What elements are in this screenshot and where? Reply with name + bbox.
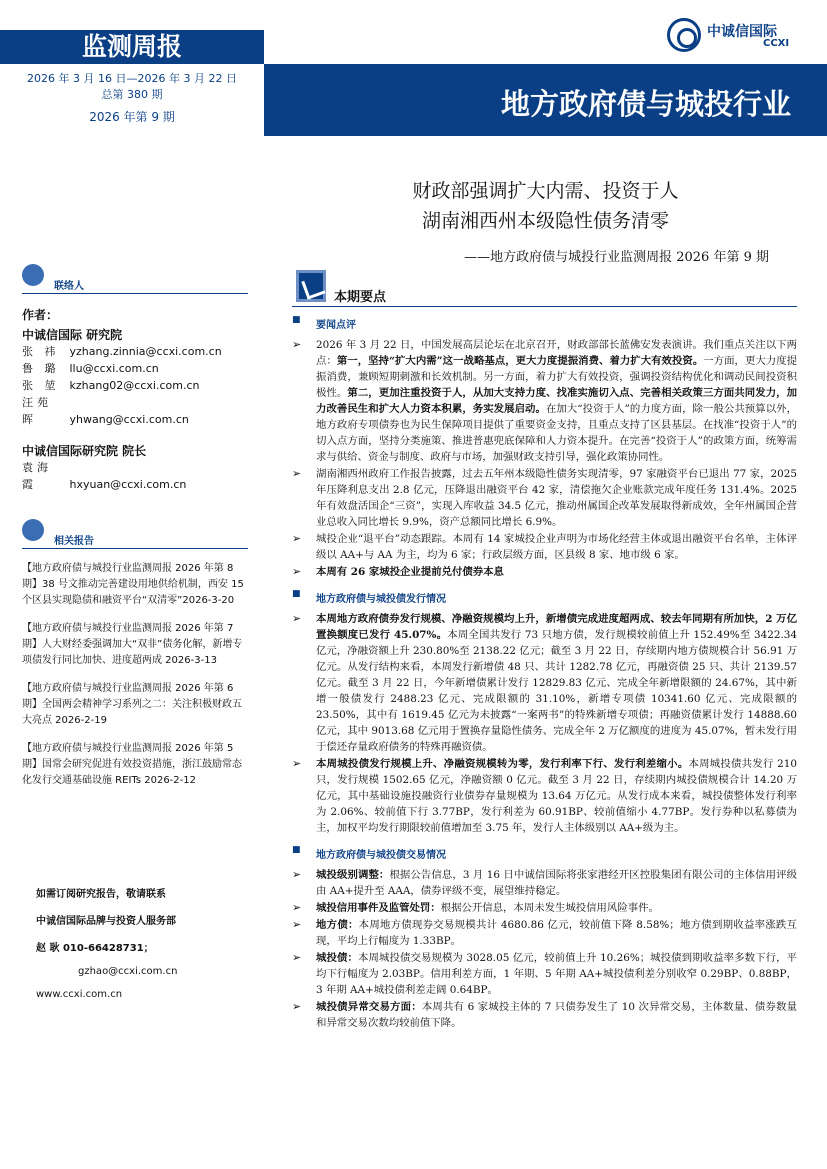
contact-label: 联络人 [54,281,84,292]
author-row: 张 祎 yzhang.zinnia@ccxi.com.cn [22,345,222,358]
related-label: 相关报告 [54,536,94,547]
author-row: 鲁 璐 llu@ccxi.com.cn [22,362,159,375]
ccxi-logo-icon [667,18,701,52]
contact-line: 如需订阅研究报告，敬请联系 [36,889,166,900]
issue-number: 2026 年第 9 期 [89,110,175,124]
headline-subline: ——地方政府债与城投行业监测周报 2026 年第 9 期 [464,250,769,265]
subscription-contact [36,885,177,1012]
person-icon [22,264,44,286]
bullet-item: ➢ 地方债：本周地方债现券交易规模共计 4680.86 亿元，较前值下降 8.58%；地方债到期收益率涨跌互现，平均上行幅度为 1.33BP。 [292,917,797,949]
bullet-item: ➢ 2026 年 3 月 22 日，中国发展高层论坛在北京召开，财政部部长蓝佛安发表演讲。我们重点关注以下两点：第一，坚持“扩大内需”这一战略基点，更大力度提振消费、着力扩大有效投资。一方面，更大力度提振消费，兼顾短期刺激和长效机制。另一方面，着力扩大有效投资，强调投资结构优化和调动民间投资积极性。第二，更加注重投资于人，从加大支持力度、找准实施切入点、完善相关政策三方面共同发力，加力改善民生和扩大人力资本积累，务实发展启动。在加大“投资于人”的力度方面，除一般公共预算以外，地方政府专项债券也为民生保障项目提供了重要资金支持，且重点支持了区县基层。在找准“投资于人”的切入点方面，坚持分类施策、推进普惠兜底保障和人力资本提升。在完善“投资于人”的政策方面，统筹需求与供给、资金与制度、政府与市场，加强财政支持引导，强化政策协同性。 [292,337,797,465]
main-column [292,270,797,1032]
publication-title: 监测周报 [0,30,264,64]
highlights-icon [296,270,326,302]
bullet-item: ➢ 城投信用事件及监管处罚：根据公开信息，本周未发生城投信用风险事件。 [292,900,797,916]
highlights-title: 本期要点 [334,290,387,305]
related-report[interactable]: 【地方政府债与城投行业监测周报 2026 年第 7 期】人大财经委强调加大“双非”债务化解，新增专项债发行同比加快、进度超两成 2026-3-13 [22,623,243,666]
subsection-title: ■ 要闻点评 [292,316,797,331]
bullet-item: ➢ 城投企业“退平台”动态跟踪。本周有 14 家城投企业声明为市场化经营主体或退出融资平台名单，主体评级以 AA+与 AA 为主，均为 6 家；行政层级方面，区县级 8 家、地市级 6 家。 [292,531,797,563]
headline-line-1: 财政部强调扩大内需、投资于人 [412,180,679,202]
subsection-title: ■ 地方政府债与城投债发行情况 [292,590,797,605]
bullet-item: ➢ 城投债：本周城投债交易规模为 3028.05 亿元，较前值上升 10.26%；城投债到期收益率多数下行，平均下行幅度为 2.03BP。信用利差方面，1 年期、5 年期 AA+城投债利差分别收窄 0.29BP、0.88BP，3 年期 AA+城投债利差走阔 0.64BP。 [292,950,797,998]
related-report[interactable]: 【地方政府债与城投行业监测周报 2026 年第 5 期】国常会研究促进有效投资措施，浙江鼓励常态化发行交通基础设施 REITs 2026-2-12 [22,743,242,786]
header-band [264,64,827,136]
date-range: 2026 年 3 月 16 日—2026 年 3 月 22 日 [27,72,237,85]
subsection-title: ■ 地方政府债与城投债交易情况 [292,846,797,861]
divider [292,306,797,307]
contact-section-header [22,262,248,292]
contact-phone: 赵 耿 010-66428731； [36,943,154,954]
header-left-panel [0,0,264,136]
headline-line-2: 湖南湘西州本级隐性债务清零 [421,210,669,232]
bullet-item: ➢ 本周城投债发行规模上升、净融资规模转为零，发行利率下行、发行利差缩小。本周城投债共发行 210 只，发行规模 1502.65 亿元，净融资额 0 亿元。截至 3 月 22 日，存续期内城投债规模合计 14.20 万亿元，其中基础设施投融资行业债券存量规模为 13.64 万亿元。从发行成本来看，城投债整体发行利率为 2.06%、较前值下行 3.77BP，发行利差为 60.91BP、较前值缩小 4.77BP。发行券种以私募债为主，加权平均发行期限较前值增加至 3.75 年，发行人主体级别以 AA+级为主。 [292,756,797,836]
bullet-item: ➢ 本周地方政府债券发行规模、净融资规模均上升，新增债完成进度超两成、较去年同期有所加快，2 万亿置换额度已发行 45.07%。本周全国共发行 73 只地方债，发行规模较前值上升 152.49%至 3422.34 亿元，净融资额上升 230.80%至 2138.22 亿元；截至 3 月 22 日，存续期内地方债规模合计 56.91 万亿元。从发行结构来看，本周发行新增债 48 只、共计 1282.78 亿元，再融资债 25 只、共计 2139.57 亿元。截至 3 月 22 日，今年新增债累计发行 12829.83 亿元、完成全年新增限额的 24.67%，其中新增一般债发行 2488.23 亿元、完成限额的 31.10%，新增专项债 10341.60 亿元、完成限额的 23.50%，其中有 1619.45 亿元为未披露“一案两书”的特殊新增专项债；再融资债累计发行 14888.60 亿元，其中 9013.68 亿元用于置换存量隐性债务、完成全年 2 万亿额度的进度为 45.07%，暂未发行用于偿还存量政府债务的特殊再融资债。 [292,611,797,755]
divider [22,293,248,294]
bullet-item: ➢ 城投债异常交易方面：本周共有 6 家城投主体的 7 只债券发生了 10 次异常交易，主体数量、债券数量和异常交易次数均较前值下降。 [292,999,797,1031]
contact-website[interactable]: www.ccxi.com.cn [36,989,123,1000]
author-org: 中诚信国际 研究院 [22,328,123,342]
report-icon [22,519,44,541]
ccxi-logo [667,18,797,54]
author-email[interactable]: kzhang02@ccxi.com.cn [69,379,200,392]
highlights-header [292,270,797,306]
related-report[interactable]: 【地方政府债与城投行业监测周报 2026 年第 6 期】全国两会精神学习系列之二：关注积极财政五大亮点 2026-2-19 [22,683,242,726]
author-email[interactable]: llu@ccxi.com.cn [69,362,159,375]
author-email[interactable]: yhwang@ccxi.com.cn [69,413,189,426]
author-row: 张 堃 kzhang02@ccxi.com.cn [22,379,200,392]
contact-email[interactable]: gzhao@ccxi.com.cn [78,966,178,977]
dean-row: 袁海霞 hxyuan@ccxi.com.cn [22,461,187,491]
bullet-item: ➢ 城投级别调整：根据公告信息，3 月 16 日中诚信国际将张家港经开区控股集团有限公司的主体信用评级由 AA+提升至 AAA，债券评级不变，展望维持稳定。 [292,867,797,899]
related-report[interactable]: 【地方政府债与城投行业监测周报 2026 年第 8 期】38 号文推动完善建设用地供给机制，西安 15 个区县实现隐债和融资平台“双清零”2026-3-20 [22,563,244,606]
divider [22,548,248,549]
industry-title: 地方政府债与城投行业 [500,87,791,121]
left-sidebar [22,262,248,789]
bullet-item: ➢ 本周有 26 家城投企业提前兑付债券本息 [292,564,797,580]
logo-en-text: CCXI [763,38,790,49]
related-section-header [22,517,248,547]
dean-email[interactable]: hxyuan@ccxi.com.cn [69,478,187,491]
report-header [0,0,827,136]
author-label: 作者： [22,308,59,322]
total-issue: 总第 380 期 [101,88,163,101]
contact-line: 中诚信国际品牌与投资人服务部 [36,916,176,927]
dean-org: 中诚信国际研究院 院长 [22,444,147,458]
logo-cn-text: 中诚信国际 [707,24,777,40]
author-email[interactable]: yzhang.zinnia@ccxi.com.cn [69,345,222,358]
author-row: 汪苑晖 yhwang@ccxi.com.cn [22,396,189,426]
bullet-item: ➢ 湖南湘西州政府工作报告披露，过去五年州本级隐性债务实现清零，97 家融资平台已退出 77 家，2025 年压降利息支出 2.8 亿元，压降退出融资平台 42 家，清偿拖欠企业账款完成年度任务 131.4%。2025 年有效盘活国企“三资”，实现入库收益 34.5 亿元，推动州属国企改革发展取得新成效，全年州属国企营业总收入同比增长 9.9%，资产总额同比增长 6.9%。 [292,466,797,530]
